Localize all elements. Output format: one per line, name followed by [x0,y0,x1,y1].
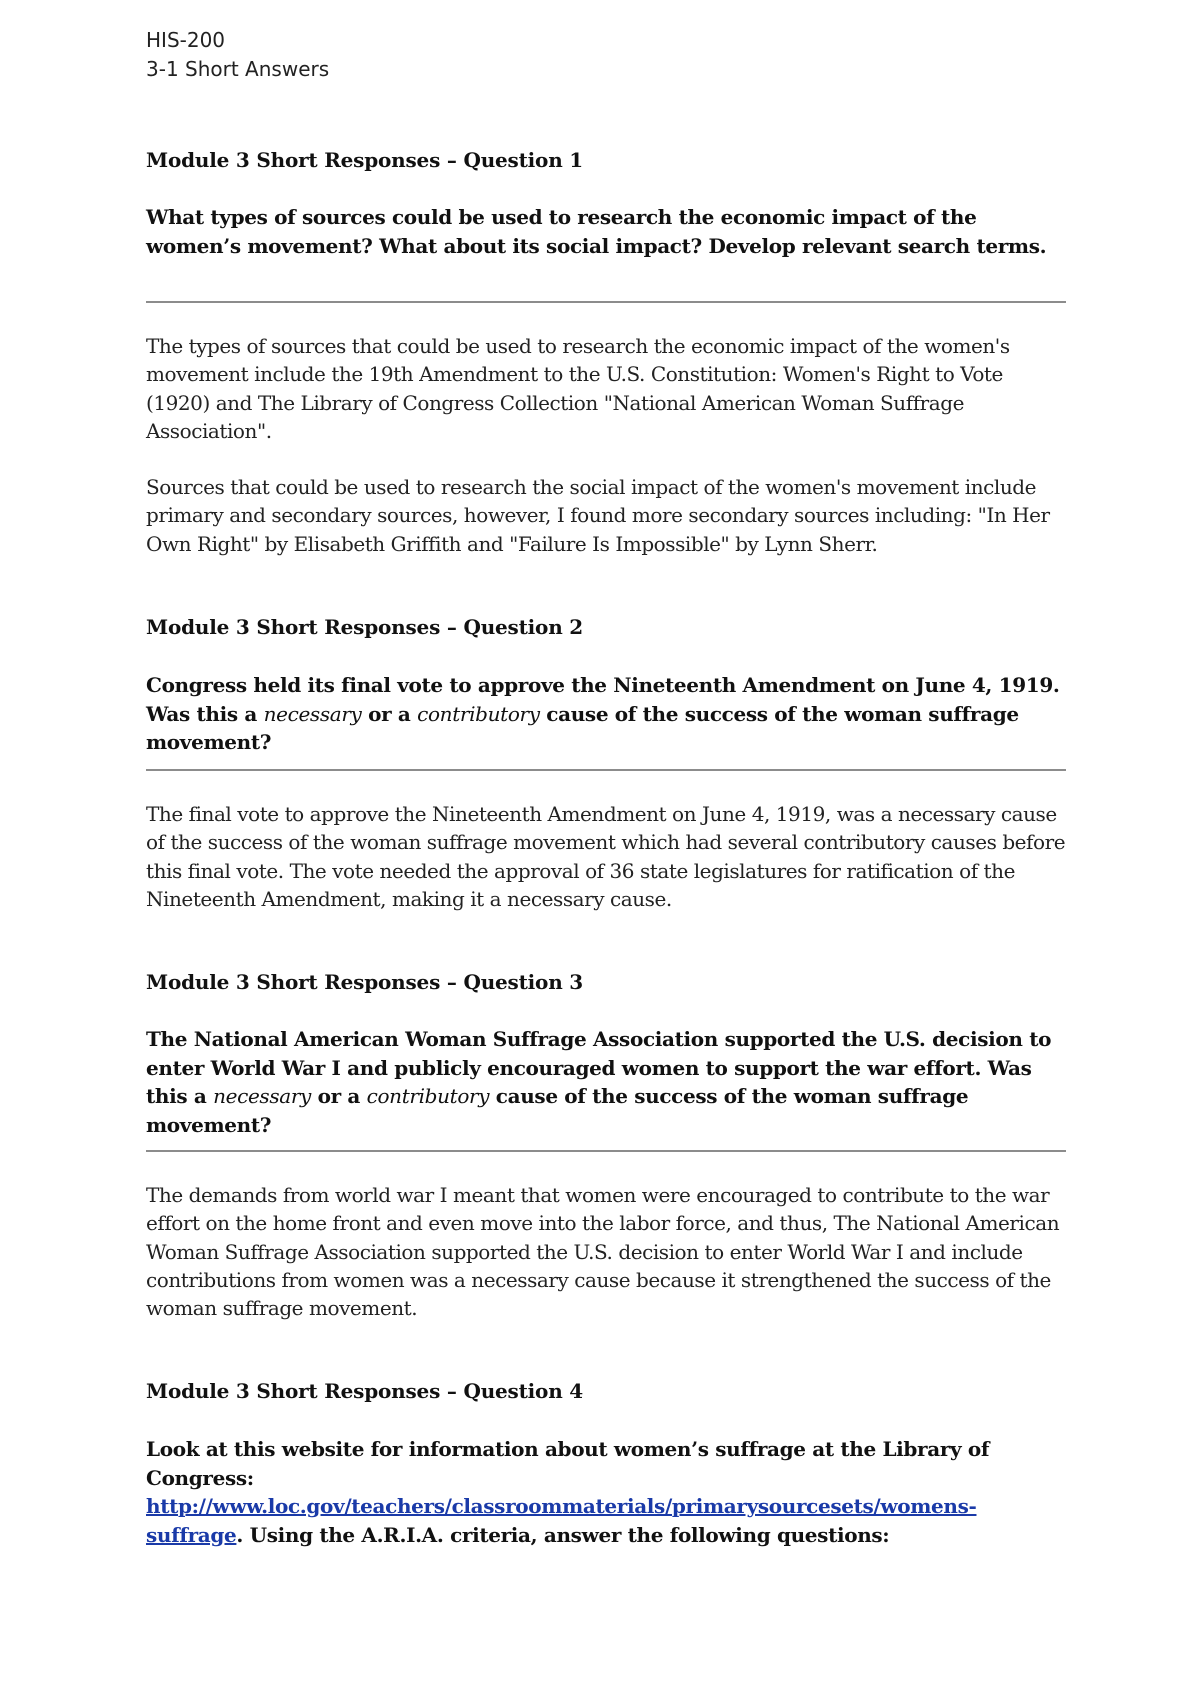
q2-word-necessary: necessary [263,701,362,726]
q4-question-text-b: . Using the A.R.I.A. criteria, answer the following questions: [236,1522,890,1547]
q4-question [146,1435,1066,1549]
q2-question-text-b: cause of the success of the woman suffrage movement? [146,701,1019,754]
course-code: HIS-200 [146,28,226,52]
q2-answer-paragraph: The final vote to approve the Nineteenth Amendment on June 4, 1919, was a necessary cause of the success of the woman suffrage movement which had several contributory causes before this final vote. The vote needed the approval of 36 state legislatures for ratification of the Nineteenth Amendment, making it a necessary cause. [146,802,1066,911]
document-header [146,26,329,84]
q4-question-text-a: Look at this website for information about women’s suffrage at the Library of Congress: [146,1437,990,1490]
q3-divider [146,1150,1066,1152]
q2-answer [146,800,1066,913]
q4-heading: Module 3 Short Responses – Question 4 [146,1379,584,1403]
q3-question-text-b: cause of the success of the woman suffrage movement? [146,1084,969,1137]
q2-question [146,671,1066,757]
assignment-title: 3-1 Short Answers [146,57,330,81]
q1-answer [146,332,1066,558]
q2-word-or: or a [361,701,418,726]
q3-heading: Module 3 Short Responses – Question 3 [146,970,584,994]
q1-answer-paragraph-1: The types of sources that could be used to research the economic impact of the women's movement include the 19th Amendment to the U.S. Constitution: Women's Right to Vote (1920) and The Library of Congress Collection "National American Woman Suffrage Association". [146,334,1010,443]
q3-word-contributory: contributory [366,1084,490,1108]
q2-word-contributory: contributory [417,701,540,726]
q2-divider [146,769,1066,771]
q2-question-text-a: Congress held its final vote to approve the Nineteenth Amendment on June 4, 1919. Was this a [146,673,1060,726]
q3-word-or: or a [311,1084,367,1108]
q2-heading: Module 3 Short Responses – Question 2 [146,615,584,639]
q3-answer [146,1181,1066,1322]
loc-suffrage-link[interactable]: http://www.loc.gov/teachers/classroommaterials/primarysourcesets/womens-suffrage [146,1494,977,1547]
q1-answer-paragraph-2: Sources that could be used to research the social impact of the women's movement include primary and secondary sources, however, I found more secondary sources including: "In Her Own Right" by Elisabeth Griffith and "Failure Is Impossible" by Lynn Sherr. [146,475,1050,556]
q1-divider [146,301,1066,303]
q3-question [146,1025,1066,1139]
q3-word-necessary: necessary [213,1084,311,1108]
q1-question: What types of sources could be used to research the economic impact of the women’s movement? What about its social impact? Develop relevant search terms. [146,205,1047,258]
q3-question-text-a: The National American Woman Suffrage Association supported the U.S. decision to enter World War I and publicly encouraged women to support the war effort. Was this a [146,1027,1052,1108]
q1-heading: Module 3 Short Responses – Question 1 [146,148,584,172]
q3-answer-paragraph: The demands from world war I meant that women were encouraged to contribute to the war effort on the home front and even move into the labor force, and thus, The National American Woman Suffrage Association supported the U.S. decision to enter World War I and include contributions from women was a necessary cause because it strengthened the success of the woman suffrage movement. [146,1183,1060,1321]
